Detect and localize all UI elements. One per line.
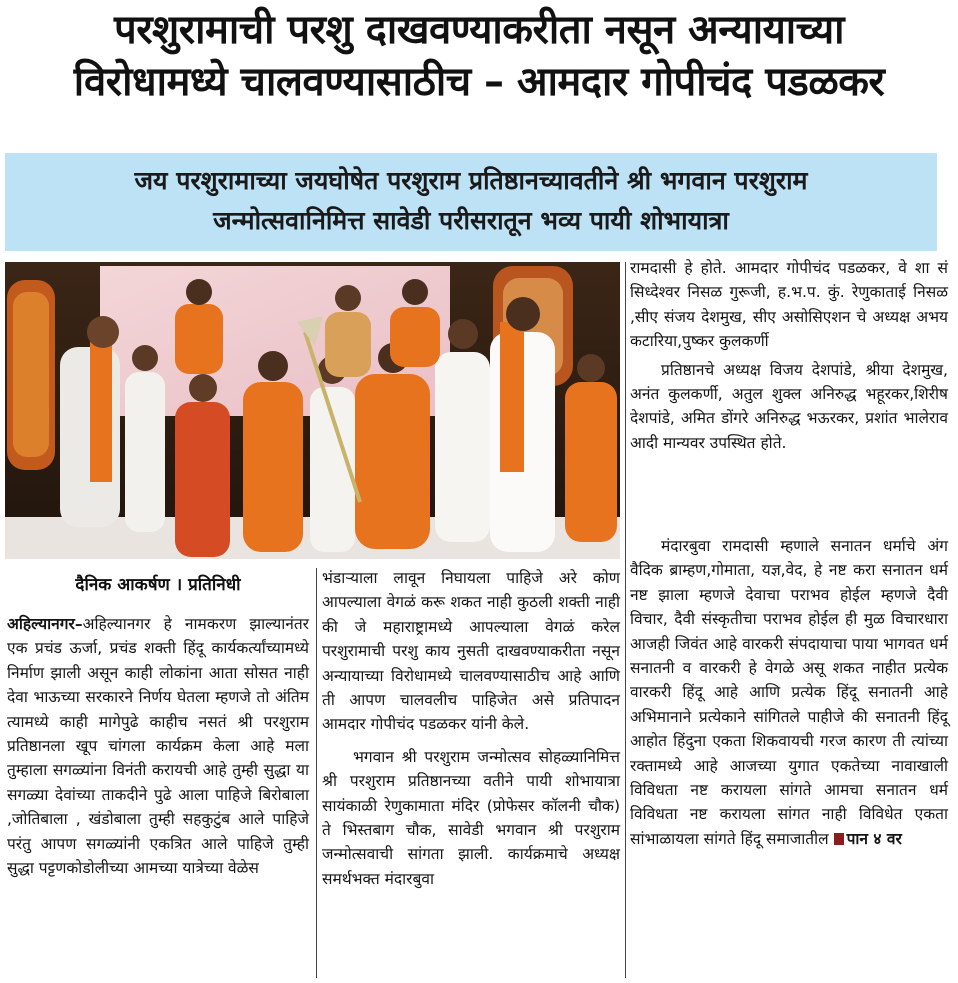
continued-marker bbox=[834, 830, 902, 848]
event-photo-illustration bbox=[5, 262, 620, 559]
byline: दैनिक आकर्षण । प्रतिनिधी bbox=[75, 575, 241, 595]
column-divider bbox=[625, 262, 626, 978]
article-paragraph: भगवान श्री परशुराम जन्मोत्सव सोहळ्यानिमित्त श्री परशुराम प्रतिष्ठानच्या वतीने पायी शोभायात्रा सायंकाळी रेणुकामाता मंदिर (प्रोफेसर कॉलनी चौक) ते भिस्तबाग चौक, सावेडी भगवान श्री परशुराम जन्मोत्सवाची सांगता झाली. कार्यक्रमाचे अध्यक्ष समर्थभक्त मंदारबुवा bbox=[322, 747, 620, 888]
article-paragraph: प्रतिष्ठानचे अध्यक्ष विजय देशपांडे, श्रीया देशमुख, अनंत कुलकर्णी, अतुल शुक्ल अनिरुद्ध भहूरकर,शिरीष देशपांडे, अमित डोंगरे अनिरुद्ध भऊरकर, प्रशांत भालेराव आदी मान्यवर उपस्थित होते. bbox=[630, 360, 948, 452]
headline-line-1: परशुरामाची परशु दाखवण्याकरीता नसून अन्यायाच्या bbox=[113, 7, 845, 53]
event-photo bbox=[5, 262, 620, 559]
article-paragraph: भंडाऱ्याला लावून निघायला पाहिजे अरे कोण आपल्याला वेगळं करू शकत नाही कुठली शक्ती नाही की जे महाराष्ट्रामध्ये आपल्याला वेगळं करेल परशुरामाची परशु काय नुसती दाखवण्याकरीता नसून अन्यायाच्या विरोधामध्ये चालवण्यासाठीच आहे आणि ती आपण चालवलीच पाहिजेत असे प्रतिपादन आमदार गोपीचंद पडळकर यांनी केले. bbox=[322, 569, 620, 734]
dateline-place: अहिल्यानगर– bbox=[7, 615, 83, 633]
continued-label: पान ४ वर bbox=[846, 829, 902, 848]
headline bbox=[0, 4, 958, 108]
square-icon bbox=[834, 833, 844, 845]
paragraph-text: अहिल्यानगर हे नामकरण झाल्यानंतर एक प्रचंड ऊर्जा, प्रचंड शक्ती हिंदू कार्यकर्त्यांच्यामध्ये निर्माण झाली असून काही लोकांना आता सोसत नाही देवा भाऊच्या सरकारने निर्णय घेतला म्हणजे तो अंतिम त्यामध्ये काही मागेपुढे काहीच नसतं श्री परशुराम प्रतिष्ठानला खूप चांगला कार्यक्रम केला आहे मला तुम्हाला सगळ्यांना विनंती करायची आहे तुम्ही सुद्धा या सगळ्या देवांच्या ताकदीने पुढे आला पाहिजे बिरोबाला ,जोतिबाला , खंडोबाला तुम्ही सहकुटुंब आले पाहिजे परंतु आपण सगळ्यांनी एकत्रित आले पाहिजे तुम्ही सुद्धा पट्टणकोडोलीच्या आमच्या यात्रेच्या वेळेस bbox=[7, 615, 309, 878]
headline-line-2: विरोधामध्ये चालवण्यासाठीच – आमदार गोपीचंद पडळकर bbox=[73, 59, 885, 105]
article-column-3 bbox=[630, 256, 948, 848]
article-column-2 bbox=[322, 566, 620, 891]
subheadline-line-2: जन्मोत्सवानिमित्त सावेडी परीसरातून भव्य पायी शोभायात्रा bbox=[213, 206, 729, 235]
paragraph-text: मंदारबुवा रामदासी म्हणाले सनातन धर्माचे अंग वैदिक ब्राम्हण,गोमाता, यज्ञ,वेद, हे नष्ट करा सनातन धर्म नष्ट झाला म्हणजे देवाचा पराभव होईल म्हणजे दैवी विचार, दैवी संस्कृतीचा पराभव होईल ही मुळ विचारधारा आजही जिवंत आहे वारकरी संपदायाचा पाया भागवत धर्म सनातनी व वारकरी हे वेगळे असू शकत नाहीत प्रत्येक वारकरी हिंदू आहे आणि प्रत्येक हिंदू सनातनी आहे अभिमानाने प्रत्येकाने सांगितले पाहीजे की सनातनी हिंदू आहोत हिंदुना एकता शिकवायची गरज कारण ती त्यांच्या रक्तामध्ये आहे आजच्या युगात एकतेच्या नावाखाली विविधता नष्ट करायला सांगते आमचा सनातन धर्म विविधता नष्ट करायला सांगत नाही विविधेत एकता सांभाळायला सांगते हिंदू समाजातील bbox=[630, 537, 948, 848]
article-paragraph bbox=[630, 534, 948, 851]
article-paragraph: रामदासी हे होते. आमदार गोपीचंद पडळकर, वे शा सं सिध्देश्वर निसळ गुरूजी, ह.भ.प. कुं. रेणुकाताई निसळ ,सीए संजय देशमुख, सीए असोसिएशन चे अध्यक्ष अभय कटारिया,पुष्कर कुलकर्णी bbox=[630, 259, 948, 351]
subheadline-line-1: जय परशुरामाच्या जयघोषेत परशुराम प्रतिष्ठानच्यावतीने श्री भगवान परशुराम bbox=[134, 166, 808, 195]
column-divider bbox=[316, 568, 317, 978]
article-column-1 bbox=[7, 612, 309, 880]
subheadline-box bbox=[5, 153, 937, 251]
article-paragraph bbox=[7, 612, 309, 880]
